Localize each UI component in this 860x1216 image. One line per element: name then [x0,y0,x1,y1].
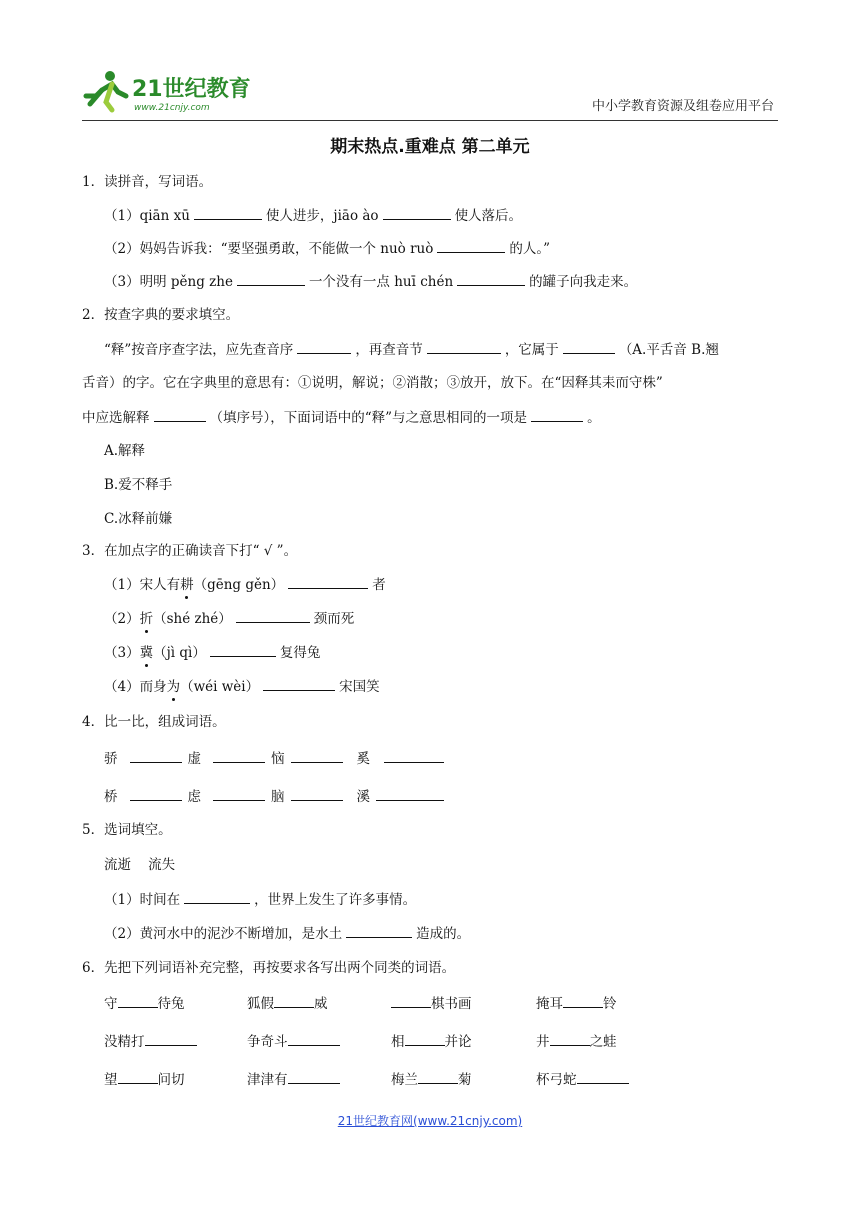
answer-blank[interactable] [210,642,276,657]
answer-blank[interactable] [118,993,158,1008]
idiom-cell: 守 待兔 [104,993,185,1014]
runner-icon [86,71,126,110]
q2-option-b: B.爱不释手 [104,477,173,493]
q1-item-2: （2）妈妈告诉我：“要坚强勇敢，不能做一个 nuò ruò 的人。” [104,238,550,259]
answer-blank[interactable] [577,1069,629,1084]
idiom-cell: 津津有 [247,1069,340,1090]
answer-blank[interactable] [288,574,368,589]
answer-blank[interactable] [405,1031,445,1046]
answer-blank[interactable] [213,748,265,763]
answer-blank[interactable] [376,786,444,801]
q4-stem: 4．比一比，组成词语。 [82,714,226,730]
answer-blank[interactable] [563,993,603,1008]
dotted-char: 冀 [139,645,154,661]
q3-item-4: （4）而身为（wéi wèi） 宋国笑 [104,676,380,697]
idiom-cell: 望 问切 [104,1069,185,1090]
idiom-cell: 井 之蛙 [536,1031,617,1052]
q2-para-2: 舌音）的字。它在字典里的意思有：①说明，解说；②消散；③放开，放下。在“因释其耒而守株” [82,375,663,391]
answer-blank[interactable] [288,1031,340,1046]
answer-blank[interactable] [291,786,343,801]
q1-item-1: （1）qiān xū 使人进步，jiāo ào 使人落后。 [104,205,522,226]
answer-blank[interactable] [130,748,182,763]
platform-name: 中小学教育资源及组卷应用平台 [591,99,774,114]
logo [82,66,262,116]
q2-option-a: A.解释 [104,443,146,459]
answer-blank[interactable] [384,748,444,763]
logo-text: 21世纪教育 [132,77,251,102]
answer-blank[interactable] [236,608,310,623]
q5-item-2: （2）黄河水中的泥沙不断增加，是水土 造成的。 [104,923,470,944]
answer-blank[interactable] [237,271,305,286]
page-title: 期末热点.重难点 第二单元 [330,137,530,157]
idiom-cell: 棋书画 [391,993,472,1014]
answer-blank[interactable] [118,1069,158,1084]
q1-stem: 1．读拼音，写词语。 [82,174,213,190]
answer-blank[interactable] [213,786,265,801]
q4-row-2: 桥 虑 脑 溪 [104,786,444,807]
idiom-cell: 梅兰 菊 [391,1069,472,1090]
answer-blank[interactable] [297,339,351,354]
page-header [82,64,778,121]
q2-option-c: C.冰释前嫌 [104,511,173,527]
q5-choices: 流逝 流失 [104,857,176,873]
q2-stem: 2．按查字典的要求填空。 [82,307,240,323]
dotted-char: 为 [166,679,181,695]
q5-stem: 5．选词填空。 [82,822,172,838]
answer-blank[interactable] [418,1069,458,1084]
q4-row-1: 骄 虚 恼 奚 [104,748,444,769]
answer-blank[interactable] [391,993,431,1008]
logo-url: www.21cnjy.com [134,103,210,113]
dotted-char: 耕 [180,577,194,593]
answer-blank[interactable] [291,748,343,763]
answer-blank[interactable] [194,205,262,220]
answer-blank[interactable] [145,1031,197,1046]
answer-blank[interactable] [550,1031,590,1046]
answer-blank[interactable] [563,339,615,354]
idiom-cell: 狐假 威 [247,993,328,1014]
dotted-char: 折 [139,611,154,627]
answer-blank[interactable] [263,676,335,691]
q6-stem: 6．先把下列词语补充完整，再按要求各写出两个同类的词语。 [82,960,456,976]
idiom-cell: 没精打 [104,1031,197,1052]
idiom-cell: 争奇斗 [247,1031,340,1052]
q3-stem: 3．在加点字的正确读音下打“ √ ”。 [82,543,298,559]
answer-blank[interactable] [154,407,206,422]
answer-blank[interactable] [288,1069,340,1084]
answer-blank[interactable] [437,238,505,253]
q3-item-3: （3）冀（jì qì） 复得兔 [104,642,320,663]
q2-para-3: 中应选解释 （填序号），下面词语中的“释”与之意思相同的一项是 。 [82,407,601,428]
answer-blank[interactable] [346,923,412,938]
footer-link[interactable]: 21世纪教育网(www.21cnjy.com) [337,1114,523,1128]
answer-blank[interactable] [130,786,182,801]
answer-blank[interactable] [531,407,583,422]
answer-blank[interactable] [457,271,525,286]
answer-blank[interactable] [383,205,451,220]
q1-item-3: （3）明明 pěng zhe 一个没有一点 huī chén 的罐子向我走来。 [104,271,637,292]
answer-blank[interactable] [427,339,501,354]
q3-item-1: （1）宋人有耕（gēng gěn） 者 [104,574,386,595]
idiom-cell: 掩耳 铃 [536,993,617,1014]
q3-item-2: （2）折（shé zhé） 颈而死 [104,608,354,629]
idiom-cell: 相 并论 [391,1031,472,1052]
q5-item-1: （1）时间在 ，世界上发生了许多事情。 [104,889,416,910]
q2-para-1: “释”按音序查字法，应先查音序 ，再查音节 ，它属于 （A.平舌音 B.翘 [104,339,719,360]
answer-blank[interactable] [274,993,314,1008]
answer-blank[interactable] [184,889,250,904]
idiom-cell: 杯弓蛇 [536,1069,629,1090]
